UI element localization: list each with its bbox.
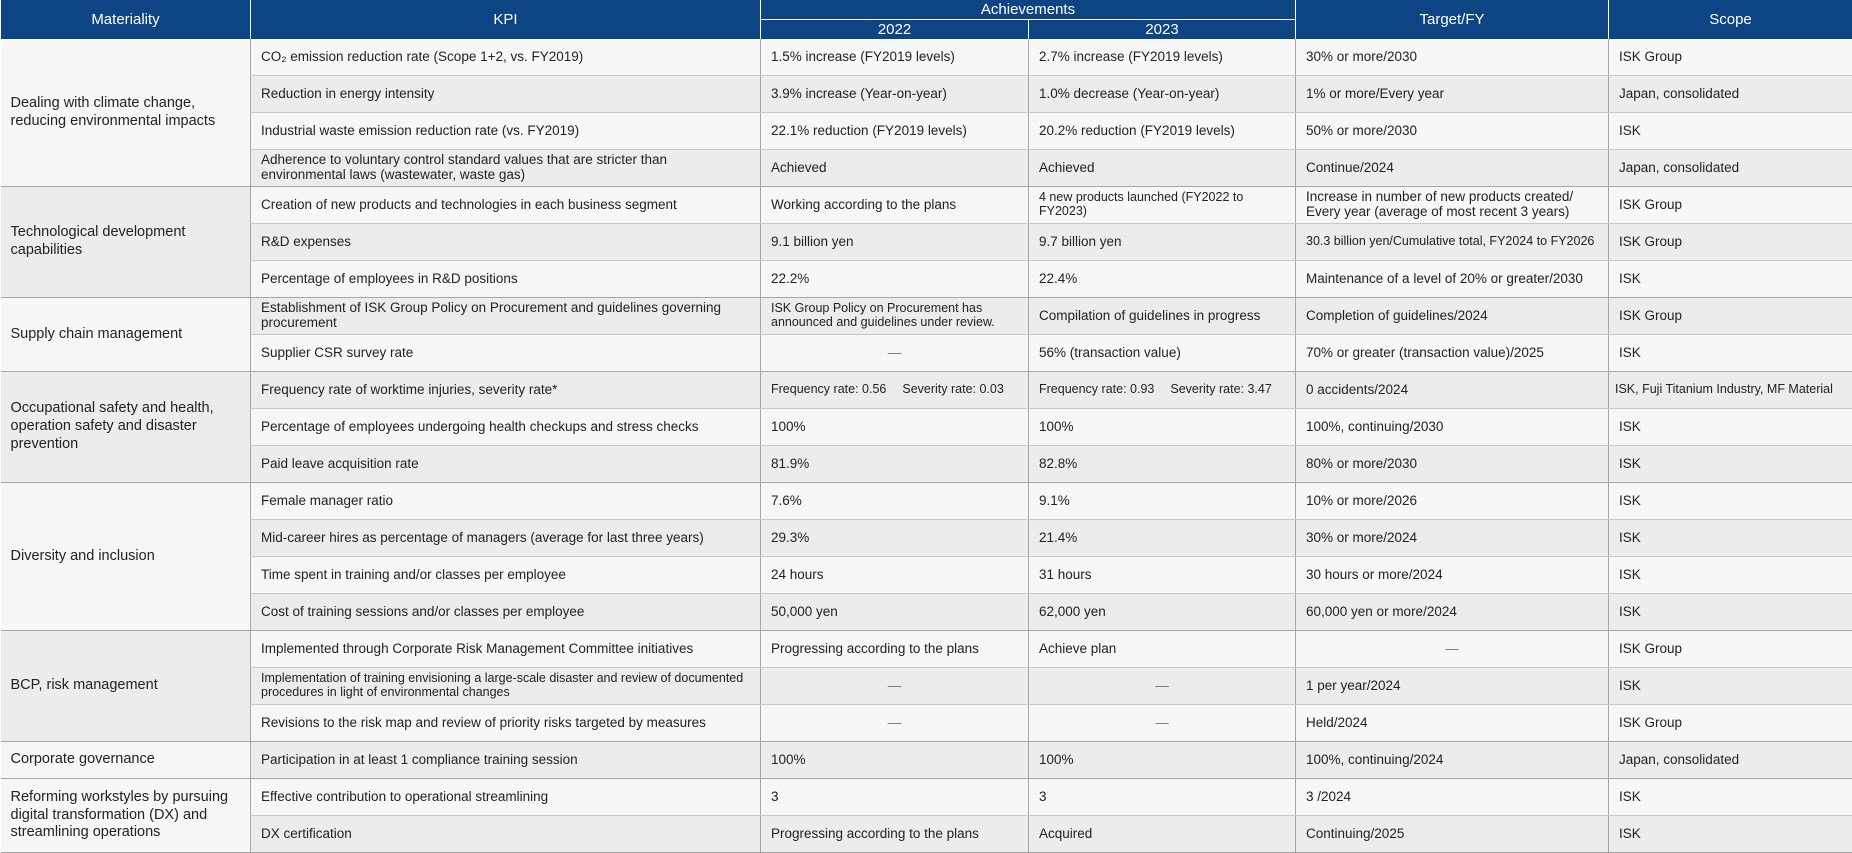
header-kpi: KPI: [251, 0, 761, 39]
header-achievements: Achievements: [761, 0, 1296, 20]
table-row: [1, 557, 1852, 594]
achievement-2023-cell: 100%: [1029, 742, 1296, 779]
scope-cell: Japan, consolidated: [1609, 150, 1852, 187]
achievement-2022-cell: Progressing according to the plans: [761, 816, 1029, 853]
table-row: [1, 742, 1852, 779]
kpi-cell: Industrial waste emission reduction rate (vs. FY2019): [251, 113, 761, 150]
achievement-2023-cell: 21.4%: [1029, 520, 1296, 557]
kpi-cell: Creation of new products and technologies in each business segment: [251, 187, 761, 224]
kpi-cell: Participation in at least 1 compliance training session: [251, 742, 761, 779]
target-cell: Maintenance of a level of 20% or greater/2030: [1296, 261, 1609, 298]
achievement-2022-cell: Working according to the plans: [761, 187, 1029, 224]
kpi-cell: DX certification: [251, 816, 761, 853]
target-cell: Held/2024: [1296, 705, 1609, 742]
achievement-2023-cell: 3: [1029, 779, 1296, 816]
header-materiality: Materiality: [1, 0, 251, 39]
achievement-2023-cell: 62,000 yen: [1029, 594, 1296, 631]
scope-cell: ISK: [1609, 816, 1852, 853]
achievement-2022-cell: 1.5% increase (FY2019 levels): [761, 39, 1029, 76]
table-body: [1, 39, 1852, 853]
scope-cell: Japan, consolidated: [1609, 76, 1852, 113]
materiality-cell: Corporate governance: [1, 742, 251, 779]
target-cell: 30% or more/2030: [1296, 39, 1609, 76]
target-cell: Continue/2024: [1296, 150, 1609, 187]
target-cell: 50% or more/2030: [1296, 113, 1609, 150]
target-cell: 0 accidents/2024: [1296, 372, 1609, 409]
header-target: Target/FY: [1296, 0, 1609, 39]
kpi-cell: Frequency rate of worktime injuries, severity rate*: [251, 372, 761, 409]
header-scope: Scope: [1609, 0, 1852, 39]
materiality-cell: Technological development capabilities: [1, 187, 251, 298]
materiality-cell: Occupational safety and health, operation safety and disaster prevention: [1, 372, 251, 483]
table-row: [1, 224, 1852, 261]
table-row: [1, 372, 1852, 409]
achievement-2023-cell: Achieve plan: [1029, 631, 1296, 668]
table-header: [1, 0, 1852, 39]
materiality-cell: BCP, risk management: [1, 631, 251, 742]
severity-rate-2023: Severity rate: 3.47: [1170, 382, 1271, 396]
achievement-2023-cell: [1029, 372, 1296, 409]
kpi-cell: Cost of training sessions and/or classes per employee: [251, 594, 761, 631]
achievement-2022-cell: 50,000 yen: [761, 594, 1029, 631]
achievement-2022-cell: Progressing according to the plans: [761, 631, 1029, 668]
kpi-cell: Effective contribution to operational streamlining: [251, 779, 761, 816]
kpi-cell: Female manager ratio: [251, 483, 761, 520]
table-row: [1, 816, 1852, 853]
kpi-cell: Supplier CSR survey rate: [251, 335, 761, 372]
target-cell: 1% or more/Every year: [1296, 76, 1609, 113]
achievement-2022-cell: 22.1% reduction (FY2019 levels): [761, 113, 1029, 150]
achievement-2022-cell: —: [761, 668, 1029, 705]
achievement-2022-cell: 100%: [761, 742, 1029, 779]
achievement-2023-cell: 1.0% decrease (Year-on-year): [1029, 76, 1296, 113]
scope-cell: ISK: [1609, 668, 1852, 705]
kpi-cell: Reduction in energy intensity: [251, 76, 761, 113]
table-row: [1, 520, 1852, 557]
table-row: [1, 76, 1852, 113]
materiality-cell: Supply chain management: [1, 298, 251, 372]
table-row: [1, 631, 1852, 668]
achievement-2023-cell: 100%: [1029, 409, 1296, 446]
frequency-rate-2022: Frequency rate: 0.56: [771, 382, 886, 396]
achievement-2022-cell: —: [761, 705, 1029, 742]
achievement-2022-cell: 3.9% increase (Year-on-year): [761, 76, 1029, 113]
table-row: [1, 150, 1852, 187]
table-row: [1, 187, 1852, 224]
scope-cell: ISK: [1609, 594, 1852, 631]
materiality-cell: Dealing with climate change, reducing environmental impacts: [1, 39, 251, 187]
table-row: [1, 261, 1852, 298]
scope-cell: ISK: [1609, 446, 1852, 483]
achievement-2022-cell: [761, 372, 1029, 409]
header-year-2023: 2023: [1029, 20, 1296, 40]
scope-cell: ISK: [1609, 261, 1852, 298]
achievement-2022-cell: ISK Group Policy on Procurement has announced and guidelines under review.: [761, 298, 1029, 335]
achievement-2022-cell: 3: [761, 779, 1029, 816]
target-cell: 70% or greater (transaction value)/2025: [1296, 335, 1609, 372]
achievement-2023-cell: 31 hours: [1029, 557, 1296, 594]
kpi-cell: Revisions to the risk map and review of priority risks targeted by measures: [251, 705, 761, 742]
scope-cell: ISK Group: [1609, 631, 1852, 668]
kpi-cell: Adherence to voluntary control standard values that are stricter than environmental laws (wastewater, waste gas): [251, 150, 761, 187]
achievement-2023-cell: 4 new products launched (FY2022 to FY2023): [1029, 187, 1296, 224]
kpi-cell: Implementation of training envisioning a large-scale disaster and review of documented procedures in light of environmental changes: [251, 668, 761, 705]
table-row: [1, 668, 1852, 705]
scope-cell: Japan, consolidated: [1609, 742, 1852, 779]
table-row: [1, 594, 1852, 631]
table-row: [1, 483, 1852, 520]
achievement-2022-cell: 7.6%: [761, 483, 1029, 520]
kpi-cell: R&D expenses: [251, 224, 761, 261]
achievement-2022-cell: 9.1 billion yen: [761, 224, 1029, 261]
achievement-2022-cell: 81.9%: [761, 446, 1029, 483]
scope-cell: ISK Group: [1609, 705, 1852, 742]
target-cell: 1 per year/2024: [1296, 668, 1609, 705]
target-cell: 100%, continuing/2024: [1296, 742, 1609, 779]
scope-cell: ISK: [1609, 409, 1852, 446]
target-cell: 3 /2024: [1296, 779, 1609, 816]
kpi-cell: Percentage of employees undergoing health checkups and stress checks: [251, 409, 761, 446]
kpi-cell: Mid-career hires as percentage of managers (average for last three years): [251, 520, 761, 557]
achievement-2023-cell: 9.7 billion yen: [1029, 224, 1296, 261]
materiality-cell: Diversity and inclusion: [1, 483, 251, 631]
kpi-cell: Establishment of ISK Group Policy on Procurement and guidelines governing procurement: [251, 298, 761, 335]
target-cell: Completion of guidelines/2024: [1296, 298, 1609, 335]
scope-cell: ISK: [1609, 483, 1852, 520]
scope-cell: ISK: [1609, 520, 1852, 557]
scope-cell: ISK: [1609, 335, 1852, 372]
table-row: [1, 446, 1852, 483]
scope-cell: ISK: [1609, 557, 1852, 594]
scope-cell: ISK Group: [1609, 187, 1852, 224]
table-row: [1, 705, 1852, 742]
table-row: [1, 409, 1852, 446]
target-cell: 80% or more/2030: [1296, 446, 1609, 483]
achievement-2022-cell: —: [761, 335, 1029, 372]
scope-cell: ISK Group: [1609, 298, 1852, 335]
achievement-2023-cell: 56% (transaction value): [1029, 335, 1296, 372]
kpi-cell: Percentage of employees in R&D positions: [251, 261, 761, 298]
kpi-cell: Time spent in training and/or classes per employee: [251, 557, 761, 594]
kpi-cell: Implemented through Corporate Risk Management Committee initiatives: [251, 631, 761, 668]
target-cell: 30 hours or more/2024: [1296, 557, 1609, 594]
target-cell: 30% or more/2024: [1296, 520, 1609, 557]
achievement-2023-cell: 9.1%: [1029, 483, 1296, 520]
achievement-2022-cell: 29.3%: [761, 520, 1029, 557]
scope-cell: ISK, Fuji Titanium Industry, MF Material: [1609, 372, 1852, 409]
target-cell: Increase in number of new products created/ Every year (average of most recent 3 years): [1296, 187, 1609, 224]
target-cell: —: [1296, 631, 1609, 668]
table-row: [1, 298, 1852, 335]
achievement-2022-cell: 24 hours: [761, 557, 1029, 594]
achievement-2022-cell: 22.2%: [761, 261, 1029, 298]
scope-cell: ISK Group: [1609, 39, 1852, 76]
achievement-2023-cell: Acquired: [1029, 816, 1296, 853]
achievement-2023-cell: 2.7% increase (FY2019 levels): [1029, 39, 1296, 76]
table-row: [1, 779, 1852, 816]
kpi-cell: CO₂ emission reduction rate (Scope 1+2, vs. FY2019): [251, 39, 761, 76]
achievement-2023-cell: 20.2% reduction (FY2019 levels): [1029, 113, 1296, 150]
target-cell: 60,000 yen or more/2024: [1296, 594, 1609, 631]
frequency-rate-2023: Frequency rate: 0.93: [1039, 382, 1154, 396]
table-row: [1, 335, 1852, 372]
materiality-cell: Reforming workstyles by pursuing digital transformation (DX) and streamlining operations: [1, 779, 251, 853]
target-cell: 30.3 billion yen/Cumulative total, FY2024 to FY2026: [1296, 224, 1609, 261]
scope-cell: ISK Group: [1609, 224, 1852, 261]
achievement-2023-cell: 22.4%: [1029, 261, 1296, 298]
scope-cell: ISK: [1609, 113, 1852, 150]
achievement-2023-cell: Achieved: [1029, 150, 1296, 187]
header-year-2022: 2022: [761, 20, 1029, 40]
target-cell: 100%, continuing/2030: [1296, 409, 1609, 446]
achievement-2022-cell: Achieved: [761, 150, 1029, 187]
target-cell: 10% or more/2026: [1296, 483, 1609, 520]
achievement-2023-cell: —: [1029, 705, 1296, 742]
kpi-cell: Paid leave acquisition rate: [251, 446, 761, 483]
table-row: [1, 113, 1852, 150]
achievement-2022-cell: 100%: [761, 409, 1029, 446]
severity-rate-2022: Severity rate: 0.03: [902, 382, 1003, 396]
table-row: [1, 39, 1852, 76]
achievement-2023-cell: Compilation of guidelines in progress: [1029, 298, 1296, 335]
target-cell: Continuing/2025: [1296, 816, 1609, 853]
achievement-2023-cell: —: [1029, 668, 1296, 705]
achievement-2023-cell: 82.8%: [1029, 446, 1296, 483]
scope-cell: ISK: [1609, 779, 1852, 816]
